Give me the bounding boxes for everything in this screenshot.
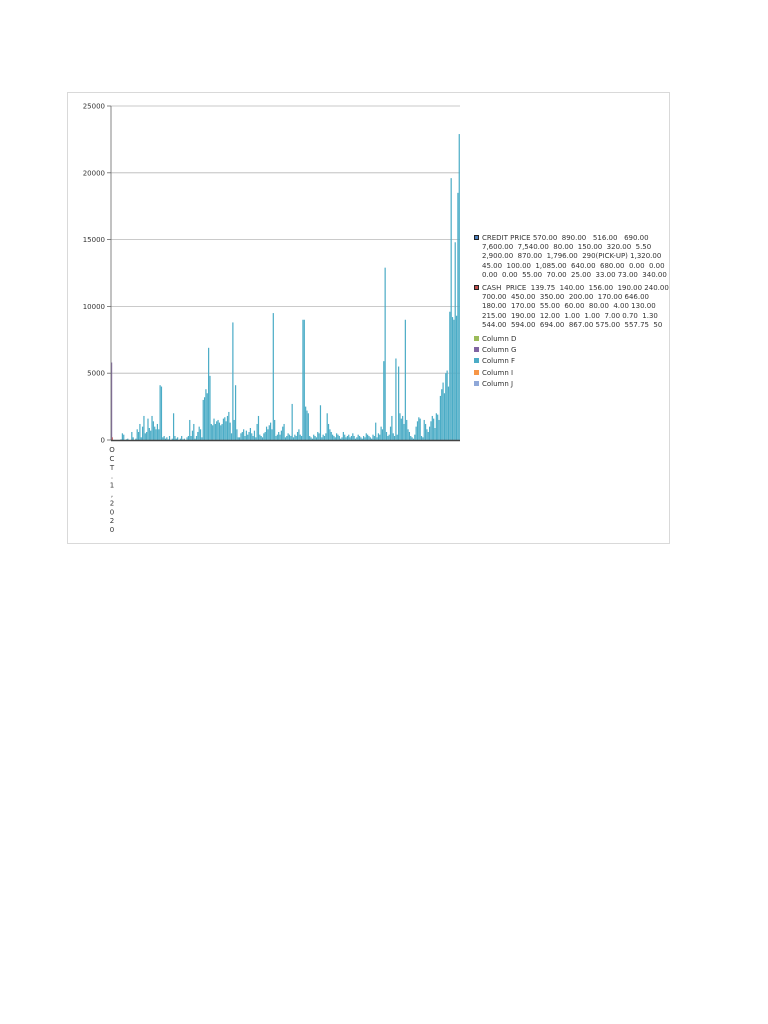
- bar-column-f-126: [281, 431, 282, 440]
- bar-cash-price-0: [112, 437, 113, 440]
- bar-column-f-26: [146, 432, 147, 440]
- bar-column-f-204: [386, 432, 387, 440]
- bar-column-f-251: [449, 312, 450, 440]
- bar-column-f-203: [385, 268, 386, 440]
- bar-column-f-125: [279, 435, 280, 440]
- bar-column-f-155: [320, 405, 321, 440]
- bar-column-f-132: [289, 435, 290, 440]
- bar-column-f-179: [352, 433, 353, 440]
- bar-column-f-78: [216, 421, 217, 440]
- y-tick-label-20000: 20000: [82, 169, 105, 178]
- bar-column-f-136: [294, 435, 295, 440]
- bar-column-f-117: [269, 425, 270, 440]
- bar-column-f-238: [432, 416, 433, 440]
- bar-column-f-104: [251, 433, 252, 440]
- bar-column-f-106: [254, 431, 255, 440]
- legend-label: Column F: [482, 357, 516, 366]
- bar-column-f-56: [186, 437, 187, 440]
- legend-swatch: [474, 370, 479, 375]
- bar-column-f-247: [444, 393, 445, 440]
- bar-column-f-212: [397, 435, 398, 440]
- bar-column-f-67: [201, 437, 202, 440]
- legend-entry: [473, 369, 669, 378]
- legend-swatch: [474, 381, 479, 386]
- legend-label: Column I: [482, 368, 514, 377]
- bar-column-f-130: [286, 436, 287, 440]
- bar-column-f-24: [143, 416, 144, 440]
- bar-column-f-157: [323, 435, 324, 440]
- bar-column-f-38: [162, 437, 163, 440]
- bar-column-f-254: [453, 320, 454, 440]
- bar-column-f-241: [436, 413, 437, 440]
- bar-column-f-145: [306, 411, 307, 440]
- bar-column-f-211: [395, 359, 396, 441]
- bar-column-f-153: [317, 432, 318, 440]
- bar-column-f-134: [292, 404, 293, 440]
- bar-column-f-158: [324, 436, 325, 440]
- bar-column-f-146: [308, 413, 309, 440]
- bar-column-f-258: [459, 134, 460, 440]
- bar-column-f-223: [411, 437, 412, 440]
- legend-entry: [473, 284, 674, 330]
- bar-column-f-39: [164, 436, 165, 440]
- bar-column-f-190: [367, 435, 368, 440]
- bar-column-f-231: [422, 437, 423, 440]
- bar-column-f-239: [433, 419, 434, 440]
- bar-column-f-118: [270, 423, 271, 440]
- bar-column-f-207: [390, 427, 391, 440]
- bar-column-f-221: [409, 432, 410, 440]
- bar-column-f-249: [447, 371, 448, 440]
- bar-column-f-177: [350, 437, 351, 440]
- bar-column-f-236: [429, 427, 430, 440]
- bar-column-f-9: [123, 435, 124, 440]
- bar-column-f-255: [455, 242, 456, 440]
- bar-column-f-65: [199, 427, 200, 440]
- bar-column-f-154: [319, 433, 320, 440]
- bar-column-f-250: [448, 387, 449, 440]
- bar-column-f-230: [421, 436, 422, 440]
- bar-column-f-115: [266, 427, 267, 440]
- axes: [111, 106, 460, 441]
- bar-column-f-141: [301, 436, 302, 440]
- bar-column-f-148: [310, 437, 311, 440]
- bar-column-f-151: [314, 436, 315, 440]
- legend-label: Column G: [482, 346, 517, 355]
- bar-column-f-139: [298, 429, 299, 440]
- bar-column-f-183: [358, 435, 359, 440]
- bar-column-f-135: [293, 437, 294, 440]
- bar-column-f-58: [189, 420, 190, 440]
- bar-column-f-131: [288, 433, 289, 440]
- bar-column-f-86: [227, 416, 228, 440]
- bar-column-f-23: [142, 427, 143, 440]
- bar-column-f-216: [402, 416, 403, 440]
- bar-column-f-128: [283, 424, 284, 440]
- bar-column-f-99: [244, 436, 245, 440]
- bar-column-f-150: [313, 435, 314, 440]
- bar-column-f-36: [160, 385, 161, 440]
- bar-column-f-28: [149, 428, 150, 440]
- legend-swatch: [474, 235, 479, 240]
- bar-column-f-206: [389, 435, 390, 440]
- bar-column-f-169: [339, 436, 340, 440]
- bar-column-f-105: [252, 436, 253, 440]
- bar-column-f-173: [344, 435, 345, 440]
- bar-column-f-160: [327, 413, 328, 440]
- bar-column-f-33: [155, 429, 156, 440]
- bar-column-f-143: [304, 320, 305, 440]
- bar-column-f-182: [356, 437, 357, 440]
- legend-entry: [473, 346, 669, 355]
- bar-column-f-112: [262, 437, 263, 440]
- bar-column-f-93: [236, 429, 237, 440]
- bar-column-f-220: [407, 429, 408, 440]
- bar-column-f-124: [278, 432, 279, 440]
- bar-column-f-185: [360, 437, 361, 440]
- bar-column-f-109: [258, 416, 259, 440]
- bar-column-f-123: [277, 435, 278, 440]
- bar-column-f-68: [203, 400, 204, 440]
- bar-column-f-168: [337, 435, 338, 440]
- bar-column-f-35: [158, 429, 159, 440]
- bar-column-f-77: [215, 424, 216, 440]
- bar-column-f-188: [364, 437, 365, 440]
- bar-column-f-121: [274, 420, 275, 440]
- bar-column-f-19: [137, 429, 138, 440]
- bar-credit-price-0: [111, 363, 112, 440]
- bar-column-f-144: [305, 407, 306, 440]
- bar-column-f-161: [328, 424, 329, 440]
- bar-column-f-198: [378, 433, 379, 440]
- bar-column-f-107: [255, 437, 256, 440]
- grid-lines: [111, 106, 460, 373]
- bar-column-f-171: [341, 437, 342, 440]
- legend-entry: [473, 234, 669, 280]
- bar-column-f-200: [381, 427, 382, 440]
- bar-column-f-167: [336, 433, 337, 440]
- bar-column-f-256: [456, 316, 457, 440]
- bar-column-f-172: [343, 432, 344, 440]
- legend-label: Column D: [482, 335, 517, 344]
- bar-column-f-210: [394, 436, 395, 440]
- bar-column-f-22: [141, 437, 142, 440]
- bar-column-f-242: [437, 415, 438, 440]
- bar-column-f-213: [398, 367, 399, 440]
- legend-swatch: [474, 285, 479, 290]
- bar-column-f-60: [192, 431, 193, 440]
- bar-column-f-162: [329, 429, 330, 440]
- bar-column-f-127: [282, 427, 283, 440]
- bar-column-f-37: [161, 387, 162, 440]
- bar-column-f-32: [154, 427, 155, 440]
- bar-column-f-240: [434, 428, 435, 440]
- bar-column-f-20: [138, 432, 139, 440]
- bar-column-f-225: [414, 435, 415, 440]
- bar-column-f-21: [139, 424, 140, 440]
- bar-column-f-103: [250, 428, 251, 440]
- bar-column-f-110: [259, 435, 260, 440]
- bar-column-f-27: [147, 419, 148, 440]
- bar-column-f-120: [273, 313, 274, 440]
- bar-column-f-100: [246, 431, 247, 440]
- bar-column-f-98: [243, 429, 244, 440]
- bar-column-f-194: [372, 435, 373, 440]
- bar-column-f-202: [383, 361, 384, 440]
- bar-column-f-81: [220, 425, 221, 440]
- bar-column-f-73: [209, 376, 210, 440]
- bar-column-f-229: [420, 419, 421, 440]
- bar-column-f-165: [333, 436, 334, 440]
- bar-column-f-237: [430, 421, 431, 440]
- bar-column-f-57: [188, 436, 189, 440]
- bar-column-f-90: [232, 322, 233, 440]
- bar-column-f-147: [309, 436, 310, 440]
- bar-column-f-89: [231, 433, 232, 440]
- bar-column-f-152: [316, 437, 317, 440]
- bar-column-f-66: [200, 429, 201, 440]
- x-axis-category-labels: [109, 446, 115, 534]
- legend-label: Column J: [482, 379, 514, 388]
- legend-entry: [473, 357, 669, 366]
- legend-label: CREDIT PRICE 570.00 890.00 516.00 690.00 7,600.00 7,540.00 80.00 150.00 320.00 5.50 2,900.00 870.00 1,796.00 290(PICK-UP) 1,320.00 45.00 100.00 1,085.00 640.00 680.00 0.00 0.00 0.00 0.00 55.00 70.00 25.00 33.00 73.00 340.00: [482, 234, 670, 279]
- bar-column-f-79: [217, 420, 218, 440]
- bar-column-f-246: [442, 383, 443, 440]
- bar-column-f-228: [418, 417, 419, 440]
- bar-column-f-31: [153, 421, 154, 440]
- bar-column-f-87: [228, 412, 229, 440]
- bar-column-f-187: [363, 436, 364, 440]
- bar-series: [111, 134, 460, 440]
- bar-column-f-222: [410, 436, 411, 440]
- bar-column-f-243: [438, 420, 439, 440]
- bar-column-f-71: [207, 393, 208, 440]
- bar-column-f-8: [122, 433, 123, 440]
- bar-column-f-192: [370, 437, 371, 440]
- bar-column-f-209: [393, 433, 394, 440]
- bar-column-f-29: [150, 431, 151, 440]
- bar-column-f-232: [424, 420, 425, 440]
- bar-column-f-108: [257, 424, 258, 440]
- bar-column-f-201: [382, 429, 383, 440]
- bar-column-f-218: [405, 320, 406, 440]
- bar-column-f-244: [440, 396, 441, 440]
- bar-column-f-84: [224, 417, 225, 440]
- bar-column-f-70: [205, 389, 206, 440]
- bar-column-f-76: [213, 419, 214, 440]
- bar-column-f-96: [240, 433, 241, 440]
- bar-column-f-34: [157, 424, 158, 440]
- bar-column-f-116: [267, 429, 268, 440]
- bar-column-f-74: [211, 424, 212, 440]
- bar-column-f-88: [230, 423, 231, 440]
- bar-column-f-129: [285, 437, 286, 440]
- bar-column-f-156: [321, 437, 322, 440]
- y-tick-label-5000: 5000: [87, 369, 105, 378]
- bar-column-f-91: [234, 420, 235, 440]
- bar-column-f-253: [452, 317, 453, 440]
- bar-column-f-69: [204, 397, 205, 440]
- bar-column-f-215: [401, 419, 402, 440]
- bar-column-f-111: [261, 436, 262, 440]
- bar-column-f-92: [235, 385, 236, 440]
- y-tick-label-10000: 10000: [82, 302, 105, 311]
- bar-column-f-205: [387, 436, 388, 440]
- bar-column-f-49: [177, 437, 178, 440]
- bar-column-f-252: [451, 178, 452, 440]
- bar-column-f-119: [271, 429, 272, 440]
- bar-column-f-140: [300, 435, 301, 440]
- bar-column-f-195: [374, 436, 375, 440]
- bar-column-f-248: [445, 373, 446, 440]
- bar-column-f-197: [376, 437, 377, 440]
- bar-column-f-175: [347, 436, 348, 440]
- bar-column-f-95: [239, 437, 240, 440]
- bar-column-f-82: [221, 424, 222, 440]
- bar-column-f-72: [208, 348, 209, 440]
- y-tick-label-0: 0: [100, 436, 105, 445]
- bar-column-f-178: [351, 436, 352, 440]
- bar-column-f-214: [399, 413, 400, 440]
- bar-column-f-189: [366, 433, 367, 440]
- bar-column-f-184: [359, 436, 360, 440]
- bar-column-f-138: [297, 432, 298, 440]
- bar-column-f-113: [263, 433, 264, 440]
- bar-column-f-30: [151, 416, 152, 440]
- bar-column-f-75: [212, 425, 213, 440]
- bar-column-f-166: [335, 437, 336, 440]
- bar-column-f-52: [181, 436, 182, 440]
- bar-column-f-180: [354, 436, 355, 440]
- bar-column-f-15: [131, 432, 132, 440]
- bar-column-f-163: [331, 432, 332, 440]
- bar-column-f-137: [296, 436, 297, 440]
- bar-column-f-46: [173, 413, 174, 440]
- bar-column-f-196: [375, 423, 376, 440]
- bar-column-f-101: [247, 435, 248, 440]
- bar-column-f-257: [457, 193, 458, 440]
- bar-column-f-59: [191, 436, 192, 440]
- y-tick-label-25000: 25000: [82, 102, 105, 111]
- bar-column-f-61: [193, 424, 194, 440]
- bar-column-f-142: [302, 320, 303, 440]
- bar-column-f-245: [441, 389, 442, 440]
- bar-column-f-83: [223, 419, 224, 440]
- legend-entry: [473, 335, 669, 344]
- legend-entry: [473, 380, 669, 389]
- bar-column-f-226: [416, 427, 417, 440]
- bar-column-f-97: [242, 432, 243, 440]
- legend-swatch: [474, 347, 479, 352]
- bar-column-f-85: [226, 421, 227, 440]
- bar-column-f-174: [345, 437, 346, 440]
- bar-column-f-102: [248, 432, 249, 440]
- bar-column-f-176: [348, 435, 349, 440]
- bar-column-f-133: [290, 436, 291, 440]
- bar-column-f-191: [368, 436, 369, 440]
- bar-column-f-122: [275, 436, 276, 440]
- bar-column-f-16: [133, 437, 134, 440]
- chart-frame: [67, 92, 674, 544]
- bar-column-f-227: [417, 421, 418, 440]
- bar-column-f-235: [428, 432, 429, 440]
- legend-swatch: [474, 336, 479, 341]
- bar-column-f-217: [403, 424, 404, 440]
- bar-column-f-80: [219, 423, 220, 440]
- bar-column-f-208: [391, 416, 392, 440]
- bar-column-f-25: [145, 433, 146, 440]
- bar-column-f-164: [332, 435, 333, 440]
- bar-column-f-47: [174, 436, 175, 440]
- legend: [473, 234, 674, 391]
- legend-label: CASH PRICE 139.75 140.00 156.00 190.00 240.00 700.00 450.00 350.00 200.00 170.00 646.00 180.00 170.00 55.00 60.00 80.00 4.00 130.00 215.00 190.00 12.00 1.00 1.00 7.00 0.70 1.30 544.00 594.00 694.00 867.00 575.00 557.75 50: [482, 284, 674, 329]
- bar-column-f-233: [425, 424, 426, 440]
- y-tick-label-15000: 15000: [82, 236, 105, 245]
- legend-swatch: [474, 358, 479, 363]
- bar-column-f-41: [166, 437, 167, 440]
- bar-column-f-63: [196, 436, 197, 440]
- bar-column-f-199: [379, 435, 380, 440]
- y-axis-ticks: [83, 103, 111, 445]
- bar-column-f-94: [238, 437, 239, 440]
- bar-column-f-43: [169, 436, 170, 440]
- bar-column-f-64: [197, 432, 198, 440]
- bar-column-f-114: [265, 432, 266, 440]
- bar-column-f-219: [406, 420, 407, 440]
- x-category-label-0: O C T . 1 , 2 0 2 0: [109, 446, 115, 535]
- bar-column-f-234: [426, 429, 427, 440]
- bar-column-f-159: [325, 433, 326, 440]
